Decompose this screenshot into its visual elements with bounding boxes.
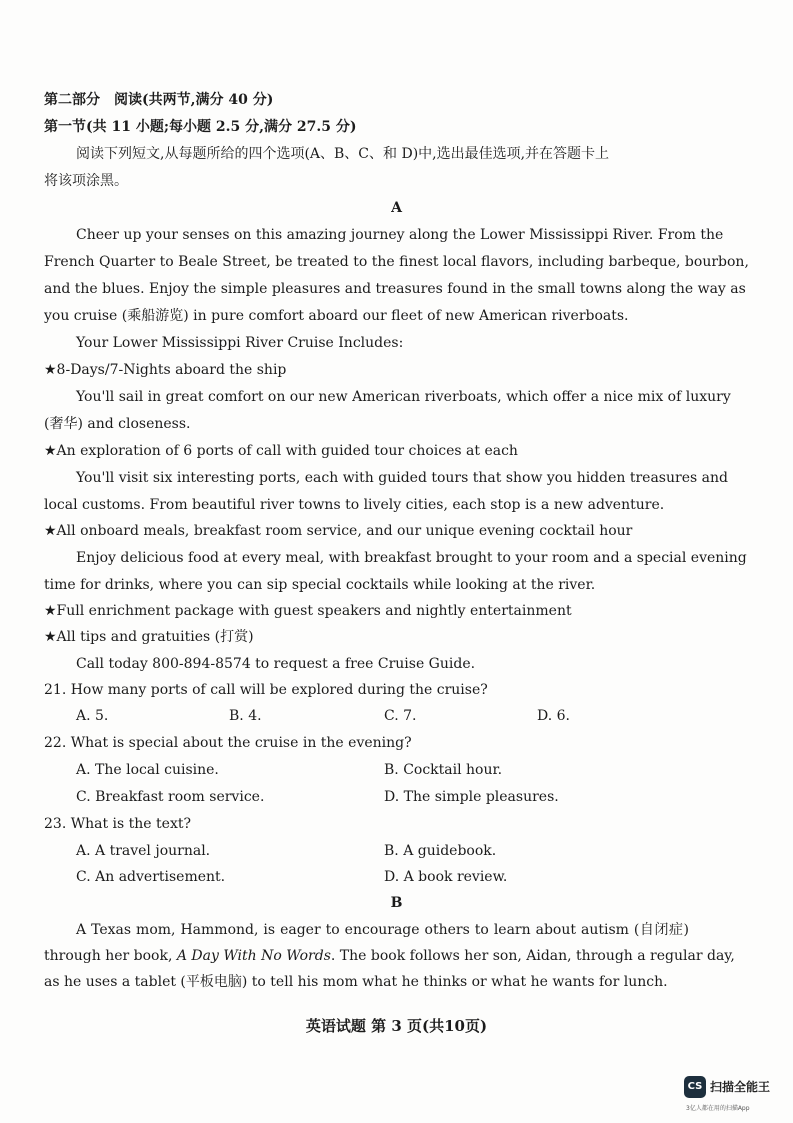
watermark-title: 扫描全能王 <box>710 1080 771 1094</box>
passage-a-letter: A <box>391 200 402 216</box>
passage-a-line: French Quarter to Beale Street, be treated to the finest local flavors, including barbeque, bourbon, <box>44 254 749 270</box>
bullet-item: ★8-Days/7-Nights aboard the ship <box>44 362 287 378</box>
option-a: A. A travel journal. <box>76 843 211 859</box>
bullet-description: local customs. From beautiful river towns to lively cities, each stop is a new adventure. <box>44 497 665 513</box>
passage-a-line: you cruise (乘船游览) in pure comfort aboard our fleet of new American riverboats. <box>44 308 629 324</box>
scanner-watermark <box>684 1076 784 1116</box>
option-d: D. A book review. <box>384 869 508 885</box>
passage-a-line: and the blues. Enjoy the simple pleasures and treasures found in the small towns along the way as <box>44 281 746 297</box>
option-b: B. 4. <box>229 708 262 724</box>
part-heading: 第二部分 阅读(共两节,满分 40 分) <box>44 92 274 108</box>
section-heading: 第一节(共 11 小题;每小题 2.5 分,满分 27.5 分) <box>44 119 357 135</box>
option-b: B. Cocktail hour. <box>384 762 503 778</box>
option-c: C. 7. <box>384 708 417 724</box>
question-stem: 21. How many ports of call will be explored during the cruise? <box>44 682 488 698</box>
camscanner-logo-icon: CS <box>684 1076 706 1098</box>
question-stem: 22. What is special about the cruise in the evening? <box>44 735 412 751</box>
page-footer: 英语试题 第 3 页(共10页) <box>305 1017 488 1035</box>
bullet-description: time for drinks, where you can sip special cocktails while looking at the river. <box>44 577 596 593</box>
bullet-description: Enjoy delicious food at every meal, with breakfast brought to your room and a special evening <box>76 550 747 566</box>
bullet-description: You'll visit six interesting ports, each with guided tours that show you hidden treasures and <box>76 470 728 486</box>
instruction-line-1: 阅读下列短文,从每题所给的四个选项(A、B、C、和 D)中,选出最佳选项,并在答题卡上 <box>76 146 610 162</box>
option-c: C. An advertisement. <box>76 869 226 885</box>
bullet-item: ★All onboard meals, breakfast room service, and our unique evening cocktail hour <box>44 523 633 539</box>
passage-b-text: . The book follows her son, Aidan, through a regular day, <box>330 948 735 964</box>
instruction-line-2: 将该项涂黑。 <box>44 173 128 189</box>
option-a: A. 5. <box>76 708 109 724</box>
passage-a-line: Cheer up your senses on this amazing journey along the Lower Mississippi River. From the <box>76 227 724 243</box>
option-d: D. The simple pleasures. <box>384 789 559 805</box>
passage-b-line: as he uses a tablet (平板电脑) to tell his mom what he thinks or what he wants for lunch. <box>44 974 668 990</box>
includes-heading: Your Lower Mississippi River Cruise Includes: <box>76 335 404 351</box>
passage-b-line: A Texas mom, Hammond, is eager to encourage others to learn about autism (自闭症) <box>76 922 689 938</box>
option-d: D. 6. <box>537 708 570 724</box>
bullet-item: ★Full enrichment package with guest speakers and nightly entertainment <box>44 603 572 619</box>
watermark-subtitle: 3亿人都在用的扫描App <box>686 1105 750 1112</box>
book-title: A Day With No Words <box>176 948 331 964</box>
bullet-description: (奢华) and closeness. <box>44 416 191 432</box>
option-a: A. The local cuisine. <box>76 762 219 778</box>
bullet-description: You'll sail in great comfort on our new American riverboats, which offer a nice mix of luxury <box>76 389 731 405</box>
bullet-item: ★An exploration of 6 ports of call with guided tour choices at each <box>44 443 518 459</box>
passage-b-text: through her book, <box>44 948 177 964</box>
passage-b-line <box>44 947 735 965</box>
option-b: B. A guidebook. <box>384 843 497 859</box>
option-c: C. Breakfast room service. <box>76 789 265 805</box>
question-stem: 23. What is the text? <box>44 816 191 832</box>
passage-b-letter: B <box>390 895 403 911</box>
bullet-item: ★All tips and gratuities (打赏) <box>44 629 254 645</box>
call-to-action: Call today 800-894-8574 to request a free Cruise Guide. <box>76 656 476 672</box>
